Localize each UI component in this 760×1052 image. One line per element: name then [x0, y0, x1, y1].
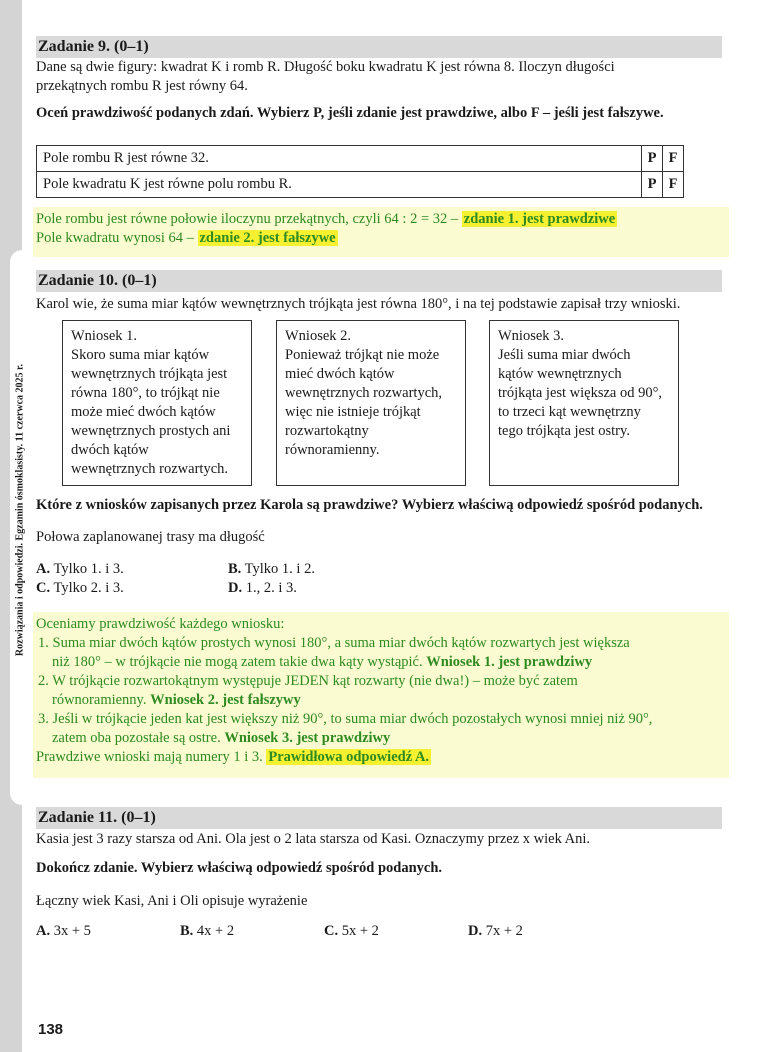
task10-question: Które z wniosków zapisanych przez Karola są prawdziwe? Wybierz właściwą odpowiedź spośród podanych.: [36, 497, 703, 513]
true-option[interactable]: P: [642, 146, 663, 172]
solution-point-1: 1. Suma miar dwóch kątów prostych wynosi 180°, a suma miar dwóch kątów rozwartych jest większa niż 180° – w trójkącie nie mogą zatem takie dwa kąty wystąpić. Wniosek 1. jest prawdziwy: [38, 635, 630, 670]
answer-option-b[interactable]: B. Tylko 1. i 2.: [228, 561, 315, 577]
statement-cell: Pole kwadratu K jest równe polu rombu R.: [37, 172, 642, 198]
side-label: Rozwiązania i odpowiedzi. Egzamin ósmoklasisty. 11 czerwca 2025 r.: [14, 363, 26, 657]
conclusion-2-verdict: Wniosek 2. jest fałszywy: [150, 692, 301, 708]
table-row: [37, 172, 684, 198]
answer-option-b[interactable]: B. 4x + 2: [180, 923, 235, 939]
task10-solution: [33, 612, 729, 778]
task9-intro-2: przekątnych rombu R jest równy 64.: [36, 78, 248, 94]
answer-option-a[interactable]: A. 3x + 5: [36, 923, 91, 939]
task9-title: Zadanie 9. (0–1): [38, 38, 149, 55]
statement-1-verdict: zdanie 1. jest prawdziwe: [463, 211, 616, 227]
task11-title: Zadanie 11. (0–1): [38, 809, 156, 826]
solution-final: Prawdziwe wnioski mają numery 1 i 3. Prawidłowa odpowiedź A.: [36, 749, 430, 765]
conclusion-box-3: Wniosek 3. Jeśli suma miar dwóch kątów wewnętrznych trójkąta jest większa od 90°, to trzeci kąt wewnętrzny tego trójkąta jest ostry.: [489, 320, 679, 486]
false-option[interactable]: F: [663, 146, 684, 172]
answer-option-d[interactable]: D. 7x + 2: [468, 923, 523, 939]
answer-option-c[interactable]: C. 5x + 2: [324, 923, 379, 939]
task11-stem: Łączny wiek Kasi, Ani i Oli opisuje wyrażenie: [36, 893, 308, 909]
conclusion-1-verdict: Wniosek 1. jest prawdziwy: [426, 654, 593, 670]
task10-intro: Karol wie, że suma miar kątów wewnętrznych trójkąta jest równa 180°, i na tej podstawie zapisał trzy wnioski.: [36, 296, 681, 312]
true-option[interactable]: P: [642, 172, 663, 198]
false-option[interactable]: F: [663, 172, 684, 198]
task10-header: [36, 270, 722, 292]
solution-line-2: Pole kwadratu wynosi 64 – zdanie 2. jest fałszywe: [36, 230, 336, 246]
statement-2-verdict: zdanie 2. jest fałszywe: [199, 230, 336, 246]
task11-instruction: Dokończ zdanie. Wybierz właściwą odpowiedź spośród podanych.: [36, 860, 443, 876]
answer-option-a[interactable]: A. Tylko 1. i 3.: [36, 561, 124, 577]
task10-stem: Połowa zaplanowanej trasy ma długość: [36, 529, 265, 545]
conclusion-3-verdict: Wniosek 3. jest prawdziwy: [224, 730, 391, 746]
task9-header: [36, 36, 722, 58]
solution-line-1: Pole rombu jest równe połowie iloczynu przekątnych, czyli 64 : 2 = 32 – zdanie 1. jest prawdziwe: [36, 211, 616, 227]
task9-solution: [33, 207, 729, 257]
task9-table: [36, 145, 684, 198]
task11-header: [36, 807, 722, 829]
task10-title: Zadanie 10. (0–1): [38, 272, 157, 289]
conclusion-box-1: Wniosek 1. Skoro suma miar kątów wewnętrznych trójkąta jest równa 180°, to trójkąt nie może mieć dwóch kątów wewnętrznych prostych ani dwóch kątów wewnętrznych rozwartych.: [62, 320, 252, 486]
correct-answer-mark: Prawidłowa odpowiedź A.: [268, 749, 430, 765]
solution-point-3: 3. Jeśli w trójkącie jeden kat jest większy niż 90°, to suma miar dwóch pozostałych wynosi mniej niż 90°, zatem oba pozostałe są ostre. Wniosek 3. jest prawdziwy: [38, 711, 653, 746]
solution-list: [36, 634, 729, 748]
solution-intro: Oceniamy prawdziwość każdego wniosku:: [36, 616, 285, 632]
conclusion-box-2: Wniosek 2. Ponieważ trójkąt nie może mieć dwóch kątów wewnętrznych rozwartych, więc nie istnieje trójkąt rozwartokątny równoramienny.: [276, 320, 466, 486]
task9-intro-1: Dane są dwie figury: kwadrat K i romb R. Długość boku kwadratu K jest równa 8. Iloczyn długości: [36, 59, 615, 75]
task11-intro: Kasia jest 3 razy starsza od Ani. Ola jest o 2 lata starsza od Kasi. Oznaczymy przez x wiek Ani.: [36, 831, 591, 847]
table-row: [37, 146, 684, 172]
task9-instruction: Oceń prawdziwość podanych zdań. Wybierz P, jeśli zdanie jest prawdziwe, albo F – jeśli jest fałszywe.: [36, 105, 664, 121]
statement-cell: Pole rombu R jest równe 32.: [37, 146, 642, 172]
answer-option-c[interactable]: C. Tylko 2. i 3.: [36, 580, 124, 596]
page-number: 138: [38, 1021, 64, 1038]
answer-option-d[interactable]: D. 1., 2. i 3.: [228, 580, 297, 596]
solution-point-2: 2. W trójkącie rozwartokątnym występuje JEDEN kąt rozwarty (nie dwa!) – może być zatem równoramienny. Wniosek 2. jest fałszywy: [38, 673, 578, 708]
